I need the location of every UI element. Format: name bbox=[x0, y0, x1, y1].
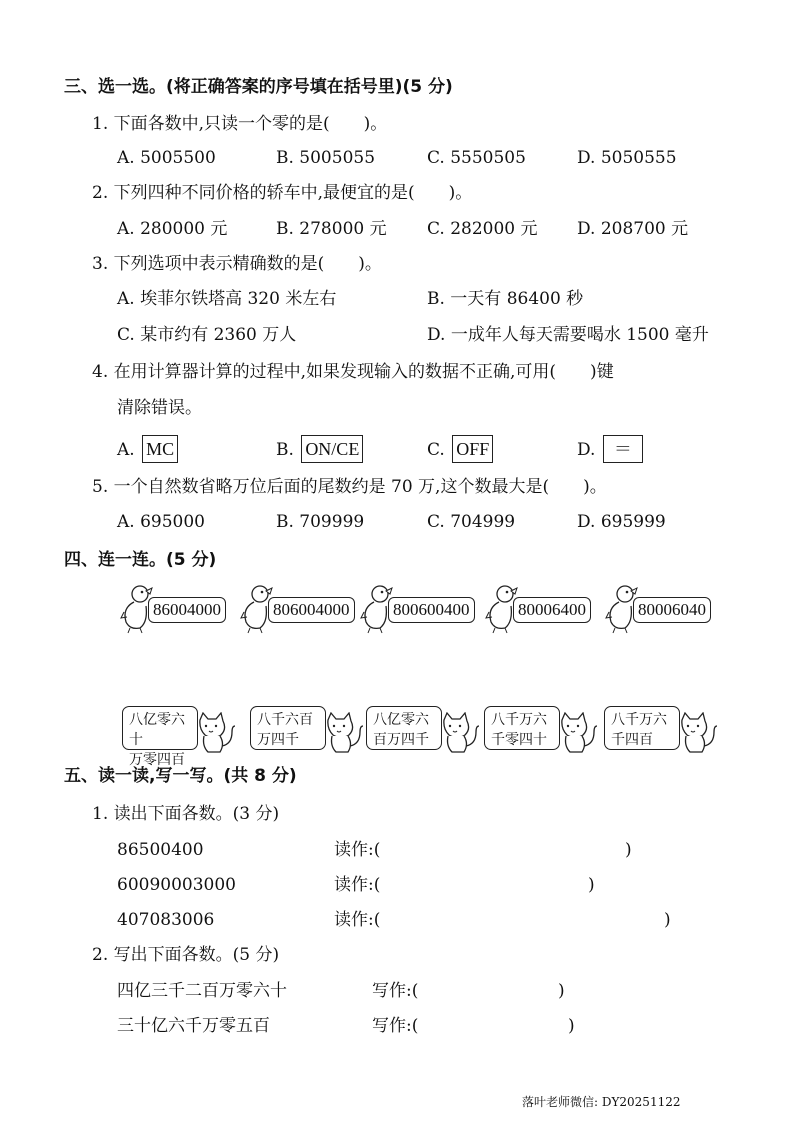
option: C. 5550505 bbox=[427, 148, 526, 168]
option: C. 某市约有 2360 万人 bbox=[117, 325, 297, 345]
number-label: 80006040 bbox=[633, 597, 711, 623]
option: C. 282000 元 bbox=[427, 219, 538, 239]
question-3: 3. 下列选项中表示精确数的是( )。 bbox=[92, 254, 382, 274]
number-words: 三十亿六千万零五百 bbox=[117, 1016, 270, 1036]
option: B. 709999 bbox=[276, 512, 365, 532]
read-label: 读作:( bbox=[334, 840, 381, 860]
section-5-title: 五、读一读,写一写。(共 8 分) bbox=[64, 766, 297, 786]
option: B. 278000 元 bbox=[276, 219, 387, 239]
option: D. ＝ bbox=[577, 435, 643, 463]
option: B. ON/CE bbox=[276, 435, 363, 463]
option: C. OFF bbox=[427, 435, 493, 463]
calculator-key-equals: ＝ bbox=[603, 435, 643, 463]
calculator-key-on-ce: ON/CE bbox=[301, 435, 363, 463]
number: 60090003000 bbox=[117, 875, 236, 895]
number-label: 80006400 bbox=[513, 597, 591, 623]
question-1: 1. 下面各数中,只读一个零的是( )。 bbox=[92, 114, 388, 134]
section-4-title: 四、连一连。(5 分) bbox=[64, 550, 217, 570]
number: 407083006 bbox=[117, 910, 215, 930]
number-label: 86004000 bbox=[148, 597, 226, 623]
option: D. 208700 元 bbox=[577, 219, 689, 239]
number-words-label: 八千万六 千四百 bbox=[604, 706, 680, 750]
option: D. 5050555 bbox=[577, 148, 677, 168]
question-4-cont: 清除错误。 bbox=[117, 398, 202, 418]
option: D. 一成年人每天需要喝水 1500 毫升 bbox=[427, 325, 709, 345]
question-4: 4. 在用计算器计算的过程中,如果发现输入的数据不正确,可用( )键 bbox=[92, 362, 614, 382]
number: 86500400 bbox=[117, 840, 204, 860]
option: A. 280000 元 bbox=[117, 219, 228, 239]
close-paren: ) bbox=[625, 840, 632, 860]
write-label: 写作:( bbox=[372, 981, 419, 1001]
close-paren: ) bbox=[664, 910, 671, 930]
number-words-label: 八亿零六 百万四千 bbox=[366, 706, 442, 750]
read-label: 读作:( bbox=[334, 910, 381, 930]
number-words-label: 八千万六 千零四十 bbox=[484, 706, 560, 750]
part-1-title: 1. 读出下面各数。(3 分) bbox=[92, 804, 280, 824]
option: B. 5005055 bbox=[276, 148, 376, 168]
option: A. 埃菲尔铁塔高 320 米左右 bbox=[117, 289, 337, 309]
number-words-label: 八千六百 万四千 bbox=[250, 706, 326, 750]
part-2-title: 2. 写出下面各数。(5 分) bbox=[92, 945, 280, 965]
option: C. 704999 bbox=[427, 512, 516, 532]
number-words-label: 八亿零六十 万零四百 bbox=[122, 706, 198, 750]
calculator-key-off: OFF bbox=[452, 435, 493, 463]
option: D. 695999 bbox=[577, 512, 666, 532]
section-3-title: 三、选一选。(将正确答案的序号填在括号里)(5 分) bbox=[64, 77, 453, 97]
write-label: 写作:( bbox=[372, 1016, 419, 1036]
close-paren: ) bbox=[588, 875, 595, 895]
option: A. 5005500 bbox=[117, 148, 216, 168]
number-label: 806004000 bbox=[268, 597, 355, 623]
calculator-key-mc: MC bbox=[142, 435, 178, 463]
footer-contact: 落叶老师微信: DY20251122 bbox=[522, 1095, 681, 1109]
close-paren: ) bbox=[558, 981, 565, 1001]
question-5: 5. 一个自然数省略万位后面的尾数约是 70 万,这个数最大是( )。 bbox=[92, 477, 607, 497]
read-label: 读作:( bbox=[334, 875, 381, 895]
number-label: 800600400 bbox=[388, 597, 475, 623]
question-2: 2. 下列四种不同价格的轿车中,最便宜的是( )。 bbox=[92, 183, 473, 203]
option: B. 一天有 86400 秒 bbox=[427, 289, 584, 309]
option: A. MC bbox=[117, 435, 178, 463]
number-words: 四亿三千二百万零六十 bbox=[117, 981, 287, 1001]
option: A. 695000 bbox=[117, 512, 205, 532]
close-paren: ) bbox=[568, 1016, 575, 1036]
